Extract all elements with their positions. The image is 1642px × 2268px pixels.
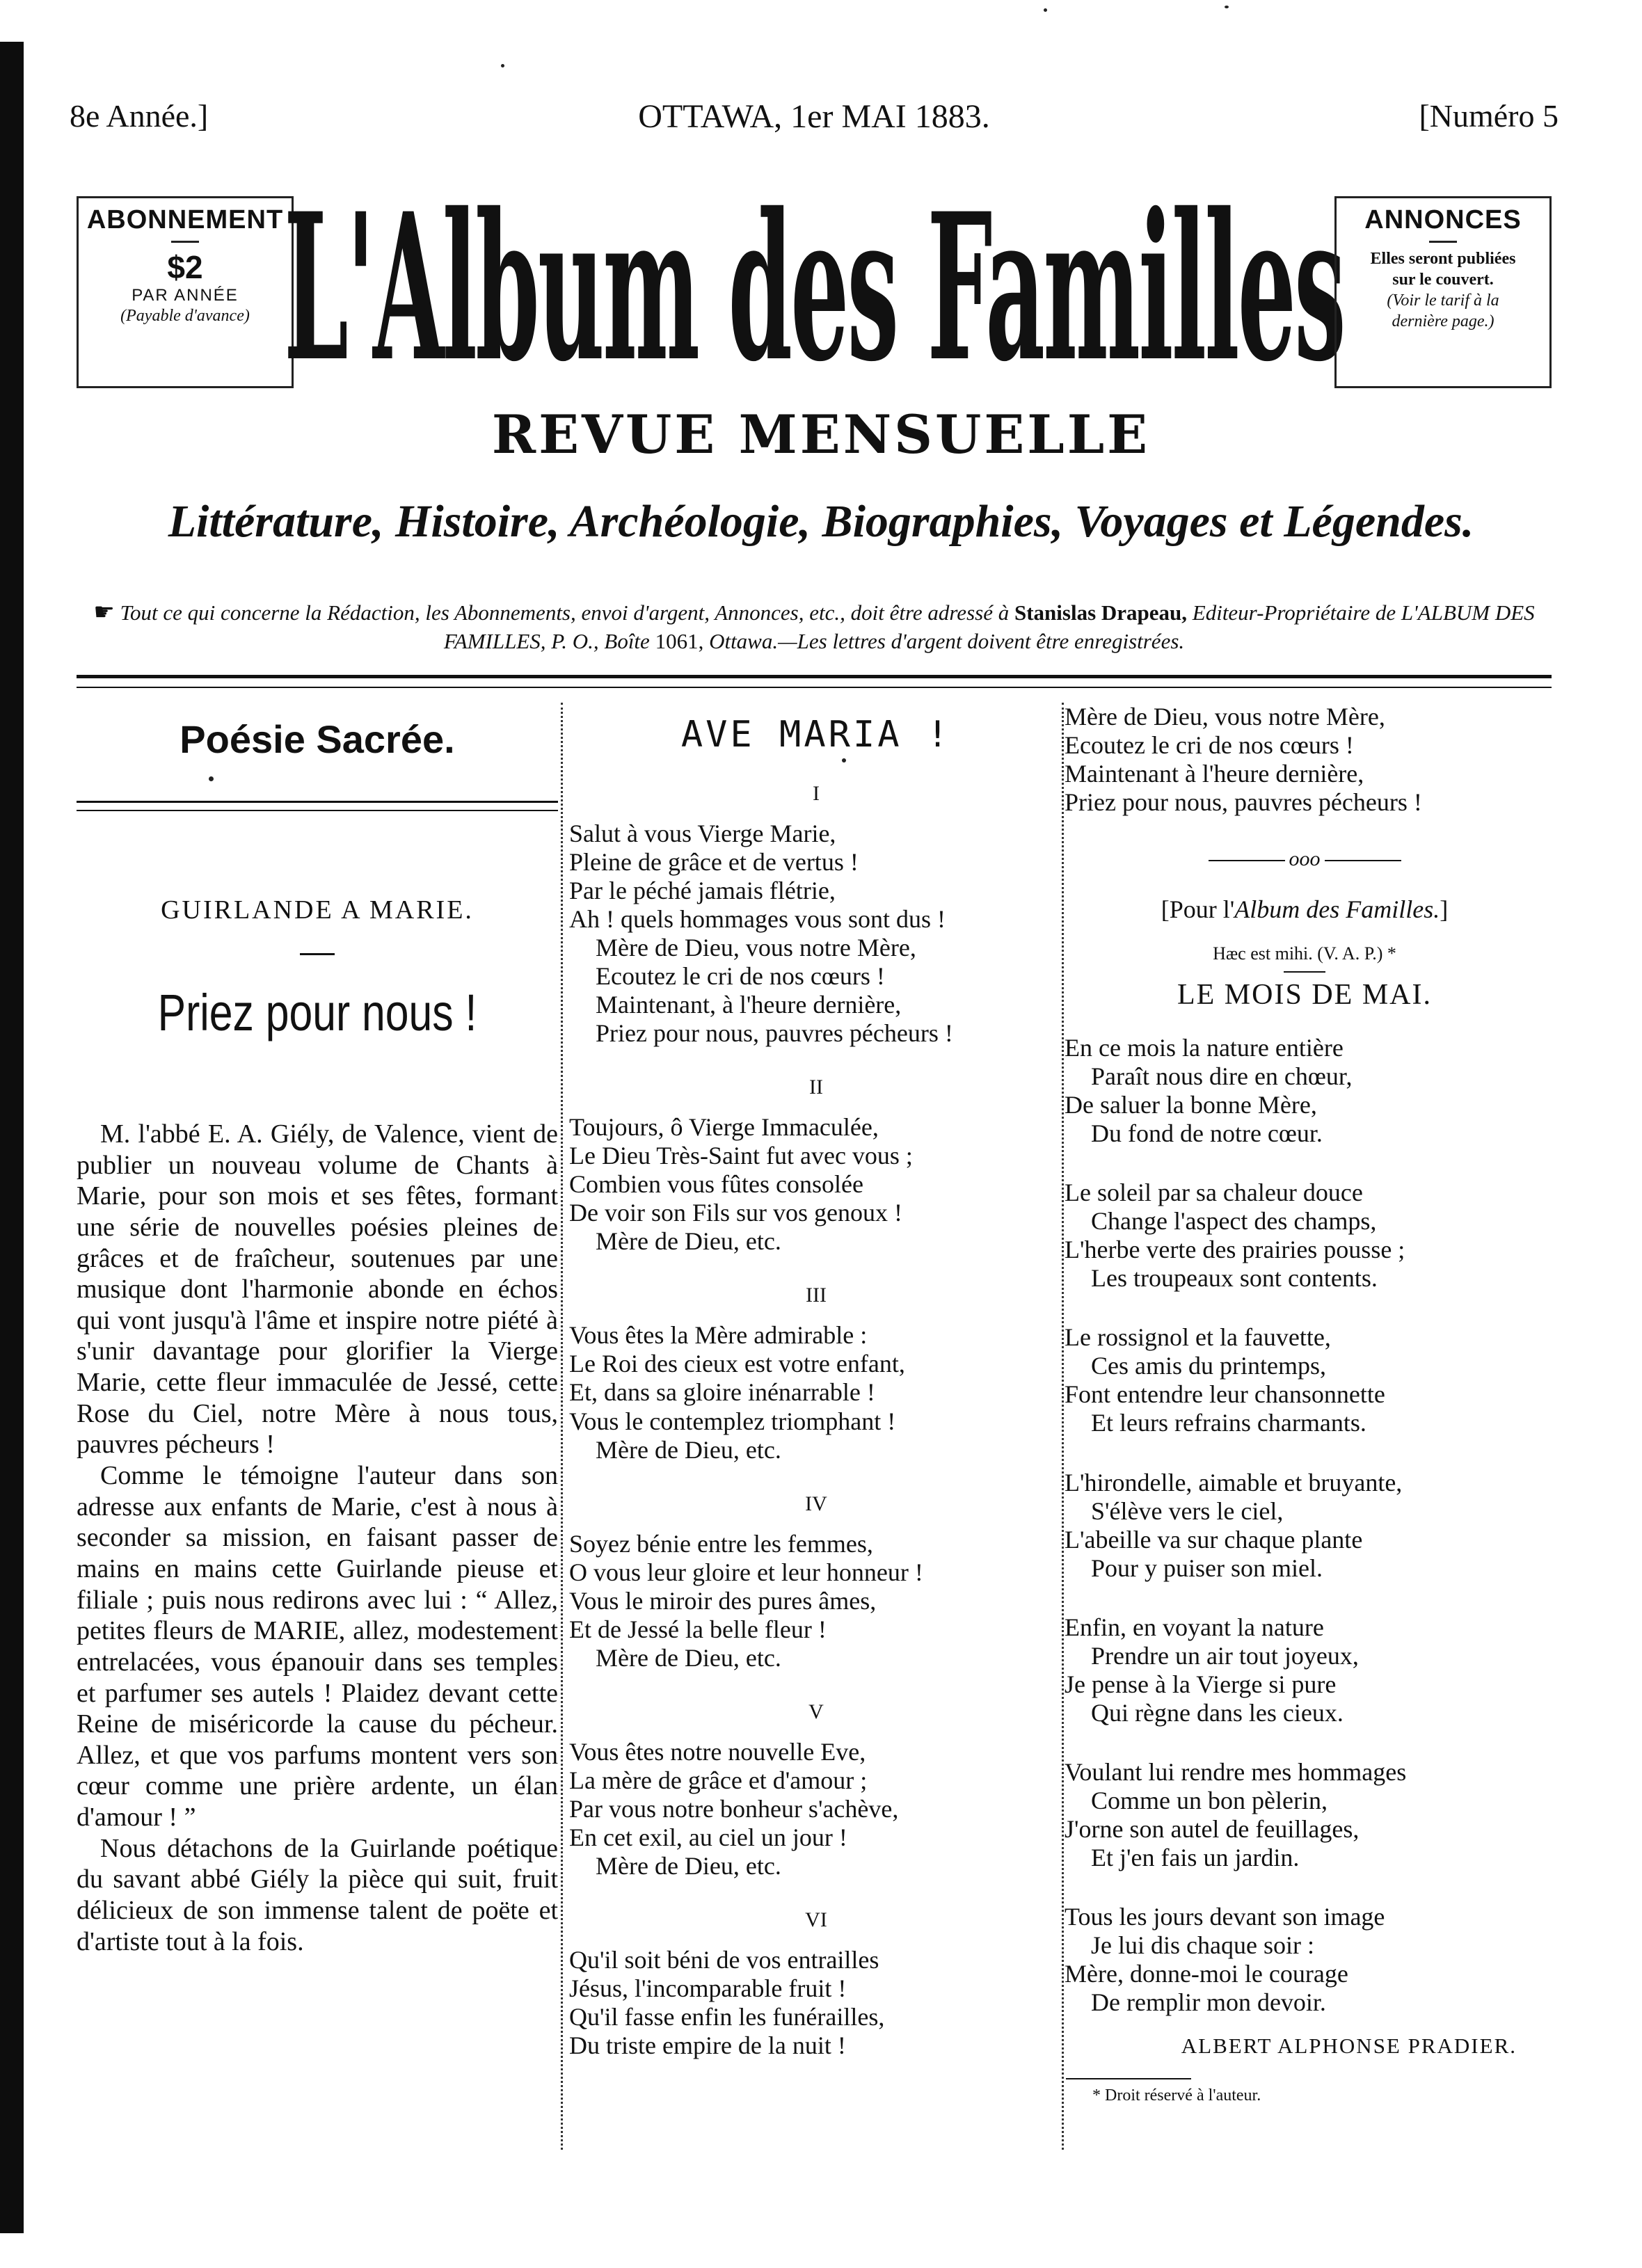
stanza	[569, 1530, 1063, 1672]
divider	[300, 953, 335, 955]
verse-line: Je lui dis chaque soir :	[1091, 1931, 1314, 1959]
verse-line: Le rossignol et la fauvette,	[1065, 1323, 1331, 1352]
stanza	[569, 1946, 1063, 2060]
verse-line: Du triste empire de la nuit !	[569, 2031, 846, 2059]
author-signature: ALBERT ALPHONSE PRADIER.	[1181, 2034, 1517, 2058]
announcements-line: dernière page.)	[1392, 312, 1494, 330]
verse-line: Les troupeaux sont contents.	[1091, 1264, 1378, 1293]
verse-line: Qu'il fasse enfin les funérailles,	[569, 2002, 885, 2031]
verse-line: Ecoutez le cri de nos cœurs !	[596, 962, 885, 991]
article-heading: Priez pour nous !	[157, 984, 477, 1041]
verse-line: Par le péché jamais flétrie,	[569, 877, 836, 905]
verse-line: Le soleil par sa chaleur douce	[1065, 1179, 1363, 1207]
verse-line: Par vous notre bonheur s'achève,	[569, 1794, 899, 1823]
stanza	[569, 1738, 1063, 1880]
verse-line: Vous êtes notre nouvelle Eve,	[569, 1737, 866, 1766]
announcements-line: (Voir le tarif à la	[1387, 292, 1499, 310]
separator-line	[1209, 860, 1285, 861]
verse-line: Change l'aspect des champs,	[1091, 1207, 1377, 1236]
verse-line: Ah ! quels hommages vous sont dus !	[569, 905, 946, 934]
stanza	[1065, 1903, 1545, 2017]
verse-line: De saluer la bonne Mère,	[1065, 1091, 1317, 1119]
footnote: * Droit réservé à l'auteur.	[1092, 2086, 1261, 2105]
issue-number: [Numéro 5	[1419, 98, 1559, 134]
verse-line: Mère de Dieu, etc.	[596, 1851, 781, 1880]
verse-line: Qui règne dans les cieux.	[1091, 1698, 1344, 1727]
verse-line: Ces amis du printemps,	[1091, 1352, 1326, 1380]
scan-speck	[1225, 6, 1229, 8]
verse-line: De voir son Fils sur vos genoux !	[569, 1199, 902, 1227]
verse-line: L'herbe verte des prairies pousse ;	[1065, 1236, 1405, 1264]
verse-line: Soyez bénie entre les femmes,	[569, 1529, 873, 1558]
verse-line: Pour y puiser son miel.	[1091, 1554, 1323, 1582]
subscription-price: $2	[167, 249, 203, 285]
scan-speck	[501, 64, 504, 67]
verse-line: O vous leur gloire et leur honneur !	[569, 1558, 923, 1586]
verse-line: En ce mois la nature entière	[1065, 1034, 1344, 1062]
verse-line: Voulant lui rendre mes hommages	[1065, 1757, 1407, 1786]
announcements-line: sur le couvert.	[1392, 271, 1494, 289]
stanza	[569, 1113, 1063, 1256]
verse-line: Qu'il soit béni de vos entrailles	[569, 1945, 879, 1974]
verse-line: Comme un bon pèlerin,	[1091, 1786, 1328, 1814]
divider	[171, 241, 199, 243]
verse-line: Prendre un air tout joyeux,	[1091, 1641, 1359, 1670]
article-paragraph: Nous détachons de la Guirlande poétique du savant abbé Giély la pièce qui suit, fruit délicieux de son immense talent de poëte et d'artiste tout à la fois.	[77, 1833, 558, 1956]
poem-stanzas	[1065, 1034, 1545, 2017]
footnote-rule	[1066, 2078, 1191, 2079]
poem-stanzas	[569, 782, 1063, 2060]
stanza-number: I	[813, 782, 820, 805]
verse-line: Vous le contemplez triomphant !	[569, 1407, 896, 1435]
article-paragraph: Comme le témoigne l'auteur dans son adresse aux enfants de Marie, c'est à nous à seconder sa mission, en faisant passer de mains en mains cette Guirlande pieuse et filiale ; puis nous redirons avec lui : “ Allez, petites fleurs de MARIE, allez, modestement entrelacées, vous épanouir dans ses temples et parfumer ses autels ! Plaidez devant cette Reine de miséricorde la cause du pécheur. Allez, et que vos parfums montent vers son cœur comme une prière ardente, un élan d'amour ! ”	[77, 1461, 558, 1832]
masthead-tagline: Littérature, Histoire, Archéologie, Biographies, Voyages et Légendes.	[168, 496, 1474, 547]
stanza-number: V	[808, 1700, 824, 1723]
column-rule	[561, 703, 564, 2150]
divider	[1429, 241, 1457, 243]
scan-binding-edge	[0, 42, 24, 2233]
verse-line: Et, dans sa gloire inénarrable !	[569, 1378, 875, 1407]
masthead-title: L'Album des Familles	[284, 169, 1344, 407]
refrain-stanza	[1065, 703, 1545, 817]
source-suffix: ]	[1440, 895, 1449, 924]
verse-line: Priez pour nous, pauvres pécheurs !	[596, 1019, 953, 1048]
verse-line: Je pense à la Vierge si pure	[1065, 1670, 1337, 1698]
verse-line: J'orne son autel de feuillages,	[1065, 1814, 1360, 1843]
verse-line: Font entendre leur chansonnette	[1065, 1380, 1385, 1409]
separator	[1065, 847, 1545, 871]
notice-text: Editeur-Propriétaire de L'ALBUM DES FAMILLES, P. O., Boîte	[443, 600, 1535, 653]
verse-line: Tous les jours devant son image	[1065, 1902, 1385, 1931]
article-paragraph: M. l'abbé E. A. Giély, de Valence, vient de publier un nouveau volume de Chants à Marie, pour son mois et ses fêtes, formant une série de nouvelles poésies pleines de grâces et de fraîcheur, soutenues par une musique dont l'harmonie abonde en échos qui vont jusqu'à l'âme et inspire notre piété à s'unir davantage pour glorifier la Vierge Marie, cette fleur immaculée de Jessé, cette Rose du Ciel, notre Mère à nous tous, pauvres pécheurs !	[77, 1119, 558, 1460]
header-double-rule	[77, 675, 1552, 688]
verse-line: L'abeille va sur chaque plante	[1065, 1525, 1363, 1554]
verse-line: Mère de Dieu, etc.	[596, 1227, 781, 1256]
verse-line: Combien vous fûtes consolée	[569, 1170, 863, 1199]
verse-line: Le Roi des cieux est votre enfant,	[569, 1350, 905, 1378]
verse-line: Le Dieu Très-Saint fut avec vous ;	[569, 1142, 913, 1170]
stanza-number: VI	[805, 1908, 827, 1931]
stanza-number: III	[806, 1284, 827, 1307]
verse-line: Jésus, l'incomparable fruit !	[569, 1974, 847, 2002]
stanza	[1065, 1469, 1545, 1583]
verse-line: Ecoutez le cri de nos cœurs !	[1065, 731, 1354, 760]
verse-line: Du fond de notre cœur.	[1091, 1119, 1323, 1148]
column-ave-maria	[569, 703, 1063, 2060]
subscription-box	[77, 196, 294, 388]
verse-line: Et de Jessé la belle fleur !	[569, 1615, 827, 1643]
notice-text: Ottawa.—Les lettres d'argent doivent être enregistrées.	[709, 628, 1185, 653]
stanza	[1065, 1613, 1545, 1727]
issue-year: 8e Année.]	[70, 98, 209, 134]
section-rule	[77, 801, 558, 811]
issue-date: OTTAWA, 1er MAI 1883.	[638, 98, 990, 135]
verse-line: Mère de Dieu, etc.	[596, 1435, 781, 1464]
verse-line: Mère de Dieu, vous notre Mère,	[596, 934, 916, 962]
stanza	[1065, 1179, 1545, 1293]
subscription-period: PAR ANNÉE	[131, 286, 239, 305]
verse-line: Enfin, en voyant la nature	[1065, 1613, 1324, 1641]
epigraph: Hæc est mihi. (V. A. P.) *	[1213, 943, 1396, 964]
verse-line: Mère, donne-moi le courage	[1065, 1959, 1348, 1988]
source-publication: Album des Familles.	[1234, 895, 1440, 924]
notice-box-number: 1061,	[655, 628, 704, 653]
verse-line: Toujours, ô Vierge Immaculée,	[569, 1113, 879, 1142]
source-credit	[1065, 895, 1545, 924]
verse-line: Paraît nous dire en chœur,	[1091, 1062, 1353, 1091]
announcements-box	[1334, 196, 1552, 388]
verse-line: De remplir mon devoir.	[1091, 1988, 1326, 2016]
column-mois-de-mai	[1065, 703, 1545, 2105]
stanza	[1065, 1034, 1545, 1148]
masthead-subtitle: REVUE MENSUELLE	[491, 404, 1151, 465]
verse-line: Mère de Dieu, etc.	[596, 1643, 781, 1672]
separator-text: ooo	[1289, 847, 1321, 871]
pointing-hand-icon: ☛	[93, 600, 115, 625]
verse-line: S'élève vers le ciel,	[1091, 1496, 1284, 1525]
verse-line: La mère de grâce et d'amour ;	[569, 1766, 868, 1794]
verse-line: Salut à vous Vierge Marie,	[569, 820, 836, 847]
article-kicker: GUIRLANDE A MARIE.	[161, 895, 474, 925]
source-prefix: [Pour l'	[1161, 895, 1235, 924]
notice-editor: Stanislas Drapeau,	[1014, 600, 1188, 625]
divider	[1284, 971, 1325, 973]
subscription-note: (Payable d'avance)	[120, 307, 250, 325]
stanza	[1065, 1758, 1545, 1872]
column-poesie-sacree	[77, 703, 558, 1957]
announcements-title: ANNONCES	[1364, 205, 1522, 234]
stanza	[569, 1321, 1063, 1464]
stanza-number: II	[809, 1076, 823, 1099]
subscription-title: ABONNEMENT	[86, 205, 284, 234]
verse-line: Vous êtes la Mère admirable :	[569, 1321, 868, 1350]
verse-line: Pleine de grâce et de vertus !	[569, 848, 859, 877]
poem-title: LE MOIS DE MAI.	[1177, 979, 1432, 1012]
verse-line: Mère de Dieu, vous notre Mère,	[1065, 703, 1385, 730]
article-body	[77, 1119, 558, 1957]
verse-line: Et leurs refrains charmants.	[1091, 1409, 1366, 1437]
poem-title: AVE MARIA !	[680, 714, 952, 756]
separator-line	[1325, 860, 1401, 861]
notice-text: Tout ce qui concerne la Rédaction, les Abonnements, envoi d'argent, Annonces, etc., doit être adressé à	[120, 600, 1010, 625]
stanza	[1065, 1323, 1545, 1437]
folio-line	[70, 97, 1559, 146]
stanza-number: IV	[805, 1492, 827, 1515]
stanza	[569, 820, 1063, 1048]
verse-line: Et j'en fais un jardin.	[1091, 1843, 1300, 1871]
verse-line: Maintenant, à l'heure dernière,	[596, 991, 902, 1019]
verse-line: En cet exil, au ciel un jour !	[569, 1823, 847, 1851]
scan-speck	[1044, 8, 1047, 12]
editorial-notice	[77, 598, 1552, 655]
section-title: Poésie Sacrée.	[180, 717, 455, 761]
verse-line: Maintenant à l'heure dernière,	[1065, 760, 1364, 788]
verse-line: Vous le miroir des pures âmes,	[569, 1586, 877, 1615]
verse-line: L'hirondelle, aimable et bruyante,	[1065, 1468, 1403, 1496]
verse-line: Priez pour nous, pauvres pécheurs !	[1065, 788, 1422, 817]
announcements-line: Elles seront publiées	[1370, 250, 1516, 268]
